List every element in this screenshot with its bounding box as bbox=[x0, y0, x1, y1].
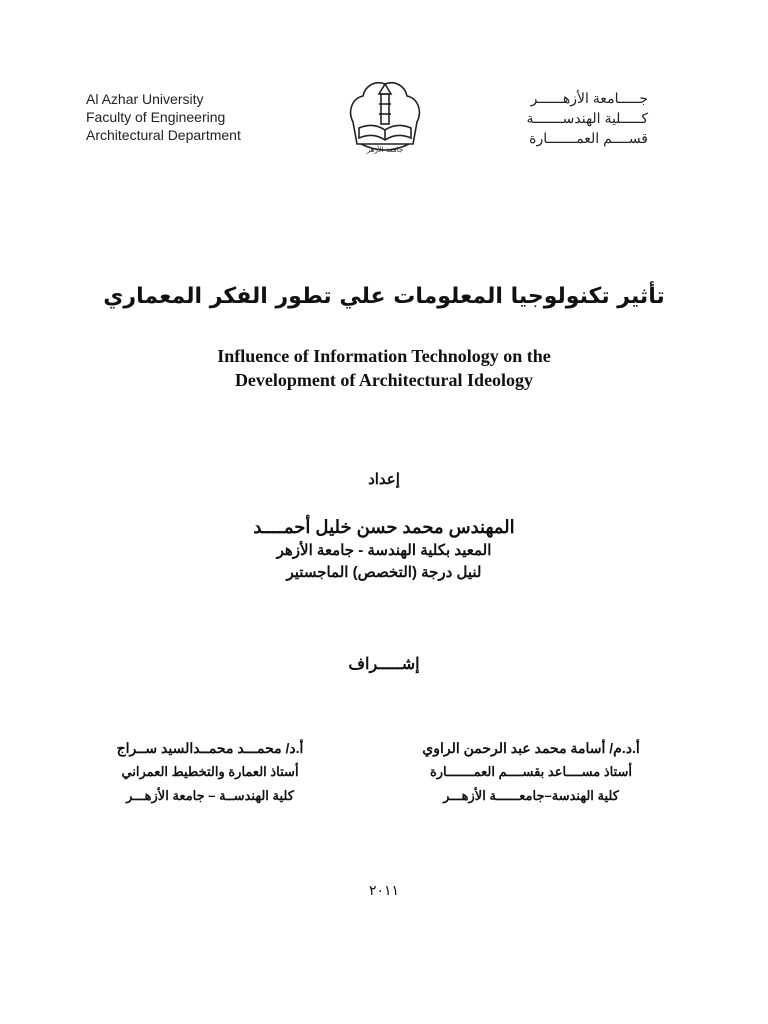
university-name-ar: جـــــامعة الأزهــــــر bbox=[530, 90, 648, 106]
university-name-en: Al Azhar University bbox=[86, 91, 204, 107]
supervisor-1-title: أستاذ مســــاعد بقســــم العمـــــــارة bbox=[429, 764, 633, 779]
faculty-name-ar: كـــــلية الهندســـــــة bbox=[526, 110, 648, 126]
supervisor-2-title: أستاذ العمارة والتخطيط العمراني bbox=[121, 764, 299, 779]
supervision-label: إشـــــراف bbox=[348, 656, 420, 673]
candidate-position: المعيد بكلية الهندسة - جامعة الأزهر bbox=[276, 542, 492, 559]
supervisor-1-name: أ.د.م/ أسامة محمد عبد الرحمن الراوي bbox=[422, 740, 640, 756]
supervisor-1-affiliation: كلية الهندسة–جامعــــــة الأزهـــر bbox=[443, 788, 619, 803]
al-azhar-emblem-icon bbox=[343, 76, 427, 158]
department-name-en: Architectural Department bbox=[86, 127, 241, 143]
emblem-label: جامعة الأزهر bbox=[366, 146, 404, 154]
supervisor-2 bbox=[75, 736, 345, 808]
department-name-ar: قســــم العمـــــــارة bbox=[529, 130, 648, 146]
english-header bbox=[86, 90, 241, 144]
faculty-name-en: Faculty of Engineering bbox=[86, 109, 226, 125]
supervisor-2-affiliation: كلية الهندســة – جامعة الأزهـــر bbox=[126, 788, 294, 803]
candidate-block bbox=[0, 514, 768, 584]
candidate-name: المهندس محمد حسن خليل أحمــــد bbox=[253, 517, 515, 537]
publication-year: ٢٠١١ bbox=[368, 882, 400, 898]
thesis-title-english-line-2: Development of Architectural Ideology bbox=[234, 370, 534, 390]
thesis-title-english-line-1: Influence of Information Technology on the bbox=[217, 346, 551, 366]
supervisor-1 bbox=[396, 736, 666, 808]
arabic-header bbox=[526, 88, 648, 148]
thesis-title-english bbox=[0, 344, 768, 392]
thesis-title-arabic: تأثير تكنولوجيا المعلومات علي تطور الفكر المعماري bbox=[103, 284, 665, 309]
supervisor-2-name: أ.د/ محمـــد محمــدالسيد ســراج bbox=[116, 740, 304, 756]
candidate-degree: لنيل درجة (التخصص) الماجستير bbox=[286, 564, 482, 581]
prepared-by-label: إعداد bbox=[368, 471, 400, 488]
